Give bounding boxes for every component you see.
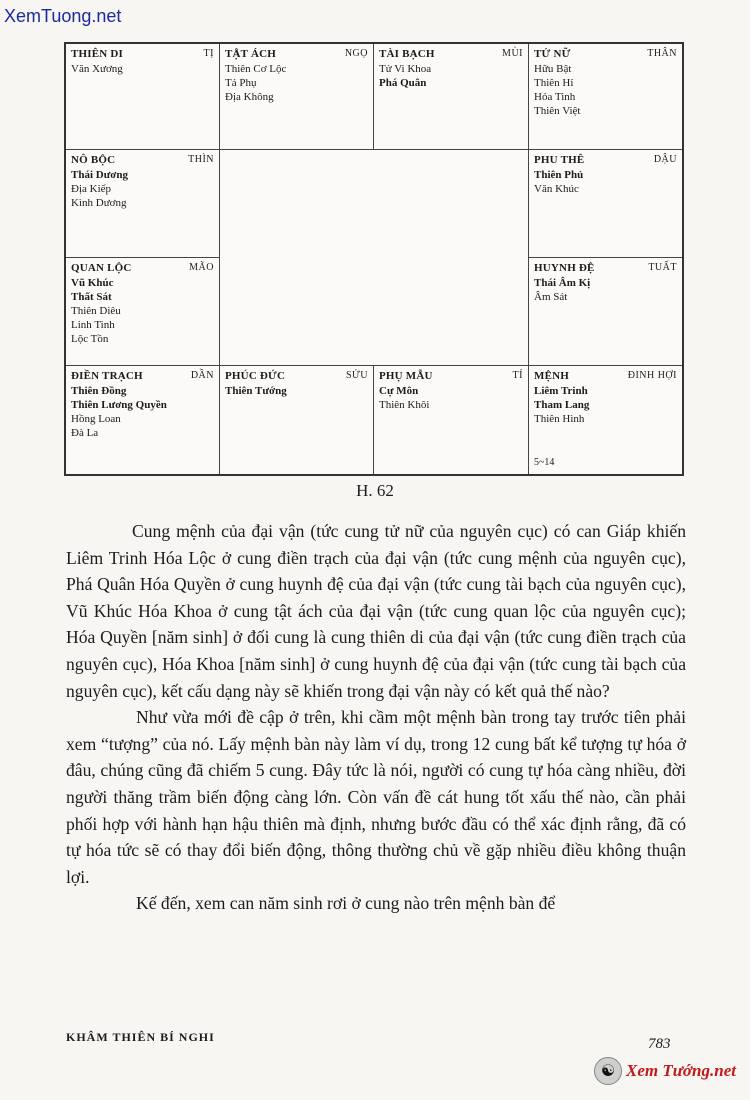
palace-branch: MÃO	[189, 262, 214, 273]
paragraph: Cung mệnh của đại vận (tức cung tử nữ của nguyên cục) có can Giáp khiến Liêm Trinh Hóa Lộc ở cung điền trạch của đại vận (tức cung mệnh của nguyên cục), Phá Quân Hóa Quyền ở cung huynh đệ của đại vận (tức cung tài bạch của nguyên cục), Vũ Khúc Hóa Khoa ở cung tật ách của đại vận (tức cung quan lộc của nguyên cục); Hóa Quyền [năm sinh] ở đối cung là cung thiên di của đại vận (tức cung điền trạch của nguyên cục), Hóa Khoa [năm sinh] ở cung huynh đệ của đại vận (tức cung tài bạch của nguyên cục), kết cấu dạng này sẽ khiến trong đại vận này có kết quả thế nào?	[66, 521, 686, 701]
chart-center	[220, 150, 529, 366]
palace-branch: TỊ	[203, 48, 214, 59]
palace-cell	[66, 44, 220, 150]
palace-branch: TÍ	[512, 370, 523, 381]
star-name: Cự Môn	[379, 385, 419, 397]
page-number: 783	[648, 1036, 671, 1052]
star-name: Văn Xương	[71, 63, 123, 75]
brand-watermark	[594, 1057, 736, 1085]
star-name: Thiên Hình	[534, 413, 585, 425]
palace-branch: MÙI	[502, 48, 523, 59]
star-name: Tả Phụ	[225, 77, 257, 89]
palace-cell	[529, 150, 682, 258]
star-name: Thất Sát	[71, 291, 112, 303]
palace-cell	[66, 258, 220, 366]
palace-cell	[374, 366, 529, 474]
star-name: Thiên Khôi	[379, 399, 430, 411]
star-name: Địa Kiếp	[71, 183, 112, 195]
palace-name: TỬ NỮ	[534, 48, 571, 60]
star-name: Đà La	[71, 427, 99, 439]
palace-name: PHÚC ĐỨC	[225, 370, 286, 382]
yin-yang-icon: ☯	[594, 1057, 622, 1085]
star-name: Thiên Tướng	[225, 385, 287, 397]
star-name: Địa Không	[225, 91, 274, 103]
age-range: 5~14	[534, 457, 555, 468]
star-name: Âm Sát	[534, 291, 568, 303]
palace-cell	[66, 366, 220, 474]
star-name: Thái Dương	[71, 169, 129, 181]
star-name: Thiên Việt	[534, 105, 581, 117]
palace-branch: DẬU	[653, 154, 677, 165]
star-name: Tham Lang	[534, 399, 590, 411]
star-name: Phá Quân	[379, 77, 427, 89]
palace-cell	[529, 366, 682, 474]
star-name: Thiên Cơ Lộc	[225, 63, 287, 75]
star-name: Lộc Tồn	[71, 333, 109, 345]
palace-name: MỆNH	[534, 370, 570, 382]
star-name: Kình Dương	[71, 197, 127, 209]
book-title: KHÂM THIÊN BÍ NGHI	[66, 1030, 215, 1044]
star-name: Hữu Bật	[534, 63, 572, 75]
palace-name: PHU THÊ	[534, 154, 585, 166]
palace-branch: ĐINH HỢI	[627, 370, 677, 381]
figure-caption: H. 62	[356, 481, 394, 500]
site-watermark: XemTuong.net	[4, 6, 122, 26]
palace-name: QUAN LỘC	[71, 262, 132, 274]
star-name: Thiên Hỉ	[534, 77, 574, 89]
star-name: Văn Khúc	[534, 183, 579, 195]
paragraph: Kế đến, xem can năm sinh rơi ở cung nào trên mệnh bàn để	[136, 893, 556, 914]
palace-name: TẬT ÁCH	[225, 48, 277, 60]
palace-branch: NGỌ	[344, 48, 368, 59]
star-name: Thiên Lương Quyền	[71, 399, 167, 411]
brand-name: Xem Tướng.net	[626, 1061, 736, 1080]
star-name: Tử Vi Khoa	[379, 63, 432, 75]
palace-name: THIÊN DI	[71, 48, 124, 60]
body-text	[66, 518, 686, 917]
palace-branch: DẦN	[190, 370, 214, 381]
palace-cell	[66, 150, 220, 258]
palace-name: HUYNH ĐỆ	[534, 262, 595, 274]
star-name: Hỏa Tinh	[534, 91, 576, 103]
star-name: Vũ Khúc	[71, 277, 114, 289]
palace-cell	[529, 44, 682, 150]
palace-cell	[374, 44, 529, 150]
astrology-chart	[64, 42, 684, 476]
palace-branch: THÌN	[188, 154, 214, 165]
palace-branch: TUẤT	[648, 262, 677, 273]
star-name: Thiên Phủ	[534, 169, 584, 181]
star-name: Liêm Trinh	[534, 385, 588, 397]
paragraph: Như vừa mới đề cập ở trên, khi cầm một mệnh bàn trong tay trước tiên phải xem “tượng” của nó. Lấy mệnh bàn này làm ví dụ, trong 12 cung bất kể tượng tự hóa ở đâu, chúng cũng đã chiếm 5 cung. Đây tức là nói, người có cung tự hóa càng nhiều, đời người thăng trầm biến động càng lớn. Còn vấn đề cát hung tốt xấu thế nào, cần phải phối hợp với hành hạn hậu thiên mà định, nhưng bước đầu có thể xác định rằng, đã có tự hóa tức sẽ có thay đổi biến động, thông thường chủ về gặp nhiều điều không thuận lợi.	[66, 707, 686, 887]
palace-name: PHỤ MẪU	[379, 370, 433, 382]
palace-name: ĐIỀN TRẠCH	[71, 370, 143, 382]
palace-cell	[220, 44, 374, 150]
palace-name: TÀI BẠCH	[379, 48, 435, 60]
star-name: Thiên Đồng	[71, 385, 127, 397]
palace-branch: THÂN	[647, 48, 677, 59]
palace-name: NÔ BỘC	[71, 154, 116, 166]
star-name: Thiên Diêu	[71, 305, 121, 317]
star-name: Hồng Loan	[71, 413, 121, 425]
palace-cell	[529, 258, 682, 366]
star-name: Thái Âm Kị	[534, 277, 591, 289]
palace-cell	[220, 366, 374, 474]
star-name: Linh Tinh	[71, 319, 115, 331]
palace-branch: SỬU	[345, 370, 368, 381]
